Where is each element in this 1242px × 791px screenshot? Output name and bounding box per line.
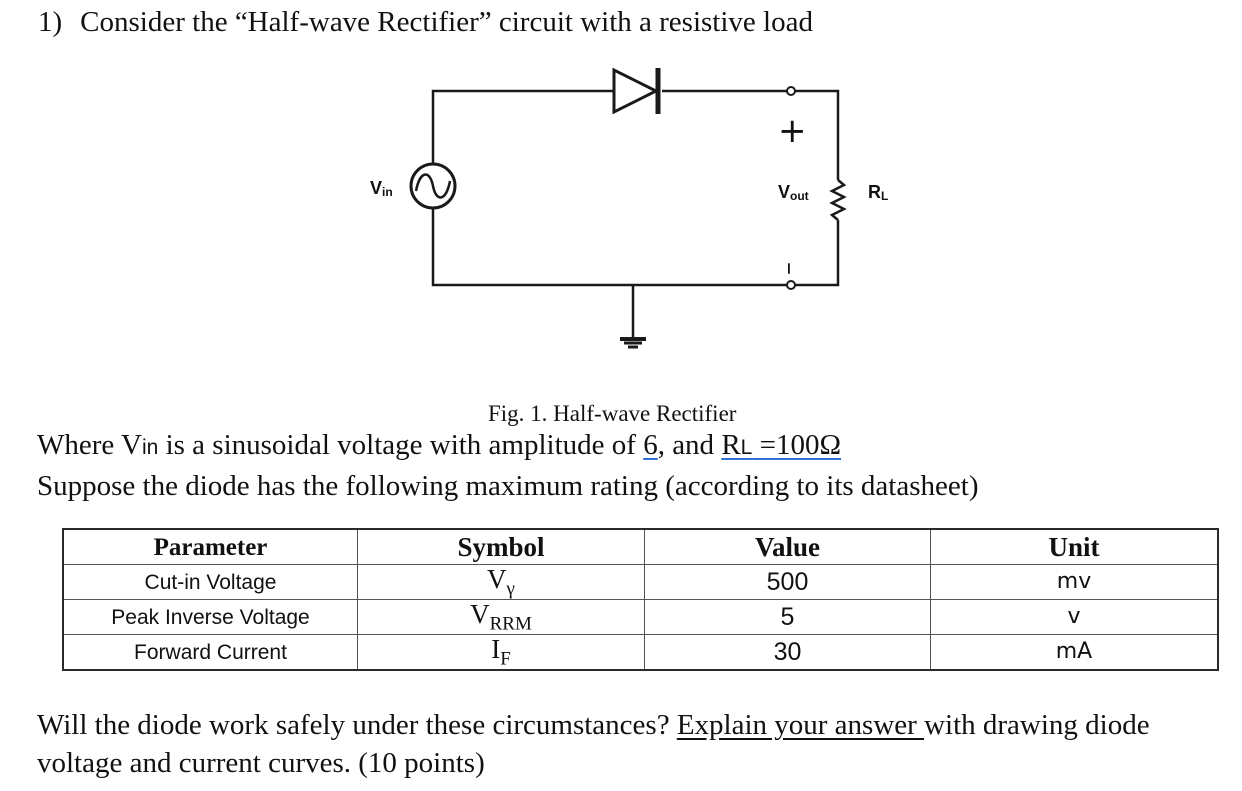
rl-value: =100Ω bbox=[752, 429, 842, 461]
conditions-line-1 bbox=[37, 429, 841, 462]
cell-unit: mA bbox=[931, 635, 1219, 671]
header-parameter: Parameter bbox=[63, 529, 358, 565]
resistor-zigzag bbox=[832, 180, 844, 220]
rl-label: RL bbox=[868, 182, 889, 203]
vin-text: Where V bbox=[37, 429, 142, 461]
diode-rating-table bbox=[62, 528, 1219, 671]
amplitude-text: is a sinusoidal voltage with amplitude of bbox=[158, 429, 644, 461]
rl-subscript: L bbox=[740, 436, 753, 459]
cell-parameter: Peak Inverse Voltage bbox=[63, 600, 358, 635]
prompt-part-1: Will the diode work safely under these circumstances? bbox=[37, 709, 677, 741]
vin-label: Vin bbox=[370, 178, 393, 199]
prompt-part-2: with drawing diode voltage and current curves. (10 points) bbox=[37, 709, 1150, 779]
vin-subscript: in bbox=[141, 436, 159, 459]
left-lower-wire bbox=[433, 207, 787, 285]
rl-expression bbox=[721, 429, 841, 461]
question-prompt bbox=[37, 706, 1217, 782]
question-title-text: Consider the “Half-wave Rectifier” circuit with a resistive load bbox=[80, 6, 813, 38]
conditions-line-2: Suppose the diode has the following maximum rating (according to its datasheet) bbox=[37, 470, 979, 502]
minus-sign: – bbox=[775, 262, 805, 275]
amplitude-value: 6 bbox=[643, 429, 658, 461]
table-header-row bbox=[63, 529, 1218, 565]
ground-icon bbox=[620, 339, 646, 347]
header-value: Value bbox=[645, 529, 931, 565]
prompt-underlined: Explain your answer bbox=[676, 709, 925, 741]
bottom-right-wire bbox=[795, 220, 838, 285]
cell-parameter: Cut-in Voltage bbox=[63, 565, 358, 600]
rl-text: R bbox=[721, 429, 741, 461]
diode-icon bbox=[614, 68, 658, 114]
cell-value: 30 bbox=[645, 635, 931, 671]
cell-value: 500 bbox=[645, 565, 931, 600]
cell-value: 5 bbox=[645, 600, 931, 635]
table-row bbox=[63, 565, 1218, 600]
header-unit: Unit bbox=[931, 529, 1219, 565]
and-text: , and bbox=[657, 429, 722, 461]
cell-parameter: Forward Current bbox=[63, 635, 358, 671]
question-number: 1) bbox=[38, 6, 63, 38]
vout-label: Vout bbox=[778, 182, 809, 203]
plus-sign: + bbox=[778, 111, 807, 151]
cell-symbol: $V_{RRM}$ bbox=[358, 600, 645, 635]
table-row bbox=[63, 600, 1218, 635]
figure-caption: Fig. 1. Half-wave Rectifier bbox=[488, 401, 737, 426]
cell-unit: v bbox=[931, 600, 1219, 635]
top-wire bbox=[433, 91, 614, 165]
cell-unit: mv bbox=[931, 565, 1219, 600]
table-row bbox=[63, 635, 1218, 671]
ac-source-icon bbox=[411, 164, 455, 208]
terminal-bottom-icon bbox=[787, 281, 795, 289]
header-symbol: Symbol bbox=[358, 529, 645, 565]
cell-symbol: $I_F$ bbox=[358, 635, 645, 671]
cell-symbol: $V_\gamma$ bbox=[358, 565, 645, 600]
terminal-top-icon bbox=[787, 87, 795, 95]
